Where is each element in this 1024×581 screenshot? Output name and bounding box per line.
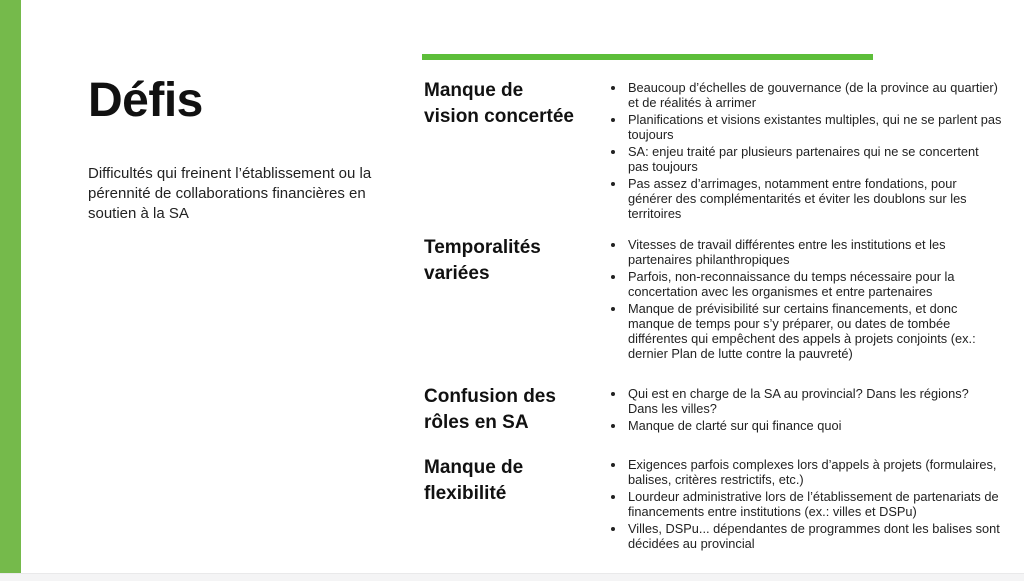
bullet-item: • Lourdeur administrative lors de l’établissement de partenariats de financements entre institutions (ex.: villes et DSPu) [626, 489, 1002, 519]
bullet-list [610, 237, 1002, 361]
section-heading: Temporalités variées [424, 237, 541, 284]
bullet-item: • Beaucoup d’échelles de gouvernance (de la province au quartier) et de réalités à arrimer [626, 80, 1002, 110]
bullet-item: • Planifications et visions existantes multiples, qui ne se parlent pas toujours [626, 112, 1002, 142]
slide-section [424, 235, 1002, 361]
bullet-item: • Pas assez d’arrimages, notamment entre fondations, pour générer des complémentarités et éviter les doublons sur les territoires [626, 176, 1002, 221]
bullet-list [610, 457, 1002, 551]
footer-bar [0, 573, 1024, 581]
section-heading: Manque de flexibilité [424, 457, 524, 504]
section-heading: Manque de vision concertée [424, 80, 574, 127]
slide-subtitle: Difficultés qui freinent l’établissement ou la pérennité de collaborations financières en soutien à la SA [88, 165, 372, 223]
left-accent-bar [0, 0, 21, 574]
bullet-item: • Manque de prévisibilité sur certains financements, et donc manque de temps pour s’y préparer, ou dates de tombée différentes qui empêchent des appels à projets conjoints (ex.: dernier Plan de lutte contre la pauvreté) [626, 301, 1002, 361]
sections [424, 78, 1002, 551]
bullet-item: • Exigences parfois complexes lors d’appels à projets (formulaires, balises, critères restrictifs, etc.) [626, 457, 1002, 487]
top-accent-rule [422, 54, 873, 60]
section-heading: Confusion des rôles en SA [424, 386, 556, 433]
bullet-item: • Villes, DSPu... dépendantes de programmes dont les balises sont décidées au provincial [626, 521, 1002, 551]
slide-section [424, 384, 1002, 436]
bullet-item: • Parfois, non-reconnaissance du temps nécessaire pour la concertation avec les organismes et entre partenaires [626, 269, 1002, 299]
bullet-item: • Qui est en charge de la SA au provincial? Dans les régions? Dans les villes? [626, 386, 1002, 416]
page-title: Défis [88, 74, 203, 127]
slide-section [424, 78, 1002, 221]
bullet-item: • Vitesses de travail différentes entre les institutions et les partenaires philanthropiques [626, 237, 1002, 267]
title-column [88, 76, 388, 224]
bullet-list [610, 80, 1002, 221]
bullet-list [610, 386, 1002, 433]
bullet-item: • Manque de clarté sur qui finance quoi [626, 418, 1002, 433]
bullet-item: • SA: enjeu traité par plusieurs partenaires qui ne se concertent pas toujours [626, 144, 1002, 174]
slide-section [424, 455, 1002, 551]
